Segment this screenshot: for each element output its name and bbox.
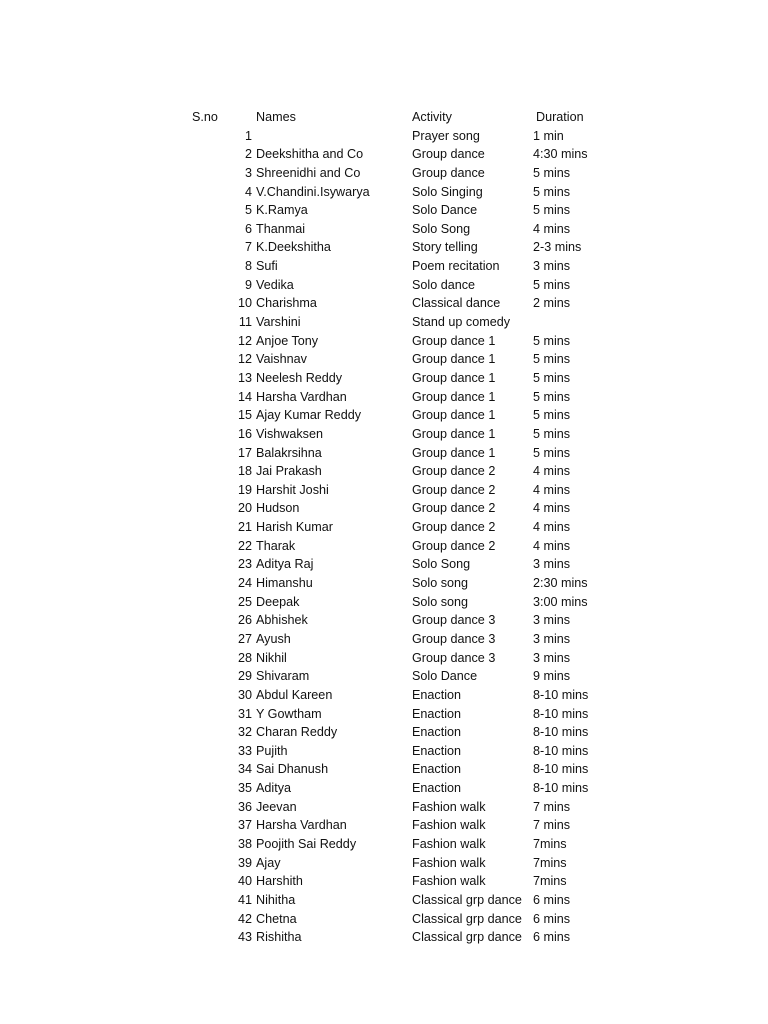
table-row [0, 276, 768, 295]
cell-sno: 12 [237, 352, 252, 367]
cell-name: Harsha Vardhan [256, 389, 347, 404]
cell-duration: 5 mins [533, 408, 571, 423]
cell-name: Sufi [256, 259, 278, 274]
cell-sno: 5 [244, 203, 252, 218]
cell-sno: 10 [237, 296, 252, 311]
cell-name: Poojith Sai Reddy [256, 836, 357, 851]
cell-name: Harshit Joshi [256, 482, 329, 497]
table-row [0, 686, 768, 705]
cell-activity: Group dance 1 [412, 408, 496, 423]
table-row [0, 406, 768, 425]
cell-activity: Fashion walk [412, 874, 486, 889]
cell-name: Vaishnav [256, 352, 307, 367]
table-row [0, 910, 768, 929]
cell-duration: 8-10 mins [533, 725, 589, 740]
cell-duration: 1 min [533, 128, 564, 143]
cell-activity: Solo Singing [412, 184, 483, 199]
header-names: Names [256, 110, 296, 124]
cell-sno: 17 [237, 445, 252, 460]
table-row [0, 779, 768, 798]
table-row [0, 593, 768, 612]
table-row [0, 574, 768, 593]
cell-activity: Group dance 3 [412, 631, 496, 646]
cell-name: Harish Kumar [256, 520, 333, 535]
table-header [0, 108, 768, 127]
cell-sno: 35 [237, 781, 252, 796]
cell-activity: Group dance 3 [412, 613, 496, 628]
cell-name: Jeevan [256, 799, 297, 814]
cell-duration: 4 mins [533, 464, 571, 479]
cell-sno: 20 [237, 501, 252, 516]
table-row [0, 369, 768, 388]
cell-sno: 6 [244, 221, 252, 236]
cell-sno: 29 [237, 669, 252, 684]
table-row [0, 835, 768, 854]
cell-name: Varshini [256, 315, 301, 330]
cell-name: V.Chandini.Isywarya [256, 184, 370, 199]
cell-activity: Enaction [412, 687, 462, 702]
table-row [0, 425, 768, 444]
cell-activity: Solo Dance [412, 669, 478, 684]
cell-duration: 7 mins [533, 799, 571, 814]
table-row [0, 220, 768, 239]
table-row [0, 891, 768, 910]
cell-sno: 2 [244, 147, 252, 162]
cell-activity: Fashion walk [412, 818, 486, 833]
cell-duration: 6 mins [533, 911, 571, 926]
cell-activity: Prayer song [412, 128, 480, 143]
cell-sno: 21 [237, 520, 252, 535]
cell-name: Y Gowtham [256, 706, 322, 721]
cell-duration: 4 mins [533, 520, 571, 535]
cell-sno: 43 [237, 930, 252, 945]
cell-activity: Fashion walk [412, 855, 486, 870]
table-row [0, 294, 768, 313]
cell-sno: 28 [237, 650, 252, 665]
cell-name: Vishwaksen [256, 426, 323, 441]
cell-sno: 40 [237, 874, 252, 889]
cell-sno: 37 [237, 818, 252, 833]
cell-activity: Group dance 2 [412, 501, 496, 516]
cell-activity: Group dance 2 [412, 538, 496, 553]
table-row [0, 145, 768, 164]
cell-sno: 7 [244, 240, 252, 255]
cell-sno: 27 [237, 631, 252, 646]
table-row [0, 183, 768, 202]
table-row [0, 742, 768, 761]
cell-activity: Solo Song [412, 221, 471, 236]
cell-duration: 7mins [533, 836, 567, 851]
table-row [0, 257, 768, 276]
cell-sno: 1 [244, 128, 252, 143]
cell-name: Neelesh Reddy [256, 370, 343, 385]
cell-activity: Classical grp dance [412, 892, 522, 907]
table-row [0, 649, 768, 668]
table-body [0, 127, 768, 947]
cell-duration: 3 mins [533, 650, 571, 665]
cell-activity: Group dance 1 [412, 333, 496, 348]
cell-activity: Fashion walk [412, 836, 486, 851]
table-row [0, 705, 768, 724]
cell-sno: 13 [237, 370, 252, 385]
cell-name: Nihitha [256, 892, 296, 907]
cell-duration: 8-10 mins [533, 762, 589, 777]
cell-duration: 7 mins [533, 818, 571, 833]
cell-sno: 42 [237, 911, 252, 926]
table-row [0, 611, 768, 630]
cell-name: Pujith [256, 743, 288, 758]
cell-activity: Group dance 2 [412, 464, 496, 479]
cell-duration: 5 mins [533, 370, 571, 385]
cell-duration: 3 mins [533, 613, 571, 628]
cell-duration: 7mins [533, 874, 567, 889]
cell-duration: 8-10 mins [533, 743, 589, 758]
cell-duration: 4 mins [533, 221, 571, 236]
table-row [0, 127, 768, 146]
cell-name: Abhishek [256, 613, 308, 628]
table-row [0, 816, 768, 835]
cell-activity: Classical grp dance [412, 911, 522, 926]
cell-sno: 23 [237, 557, 252, 572]
cell-duration: 5 mins [533, 277, 571, 292]
cell-activity: Poem recitation [412, 259, 500, 274]
cell-name: Charan Reddy [256, 725, 338, 740]
table-row [0, 350, 768, 369]
cell-activity: Enaction [412, 725, 462, 740]
cell-duration: 3 mins [533, 259, 571, 274]
table-row [0, 667, 768, 686]
table-row [0, 798, 768, 817]
cell-name: Aditya [256, 781, 292, 796]
cell-name: Himanshu [256, 576, 313, 591]
table-row [0, 444, 768, 463]
cell-sno: 11 [238, 315, 252, 330]
table-row [0, 481, 768, 500]
cell-name: Ajay Kumar Reddy [256, 408, 361, 423]
cell-name: Sai Dhanush [256, 762, 329, 777]
cell-duration: 9 mins [533, 669, 571, 684]
table-row [0, 537, 768, 556]
cell-duration: 4 mins [533, 501, 571, 516]
cell-duration: 8-10 mins [533, 687, 589, 702]
cell-name: Charishma [256, 296, 317, 311]
table-row [0, 630, 768, 649]
cell-sno: 9 [244, 277, 252, 292]
cell-activity: Solo Dance [412, 203, 478, 218]
cell-activity: Fashion walk [412, 799, 486, 814]
cell-duration: 4 mins [533, 538, 571, 553]
cell-duration: 8-10 mins [533, 781, 589, 796]
cell-name: Harshith [256, 874, 303, 889]
cell-duration: 5 mins [533, 165, 571, 180]
cell-activity: Group dance 1 [412, 426, 496, 441]
cell-sno: 16 [237, 426, 252, 441]
cell-activity: Group dance [412, 165, 485, 180]
cell-duration: 7mins [533, 855, 567, 870]
cell-duration: 5 mins [533, 426, 571, 441]
cell-duration: 5 mins [533, 352, 571, 367]
table-row [0, 872, 768, 891]
cell-duration: 6 mins [533, 930, 571, 945]
cell-duration: 6 mins [533, 892, 571, 907]
cell-name: Jai Prakash [256, 464, 322, 479]
cell-activity: Enaction [412, 743, 462, 758]
cell-name: K.Ramya [256, 203, 308, 218]
table-row [0, 518, 768, 537]
cell-activity: Story telling [412, 240, 478, 255]
cell-name: Aditya Raj [256, 557, 314, 572]
cell-activity: Group dance 2 [412, 482, 496, 497]
cell-sno: 22 [237, 538, 252, 553]
cell-name: Abdul Kareen [256, 687, 333, 702]
cell-activity: Solo song [412, 576, 469, 591]
program-table [0, 108, 768, 947]
cell-duration: 8-10 mins [533, 706, 589, 721]
cell-sno: 36 [237, 799, 252, 814]
cell-sno: 31 [237, 706, 252, 721]
cell-activity: Solo song [412, 594, 469, 609]
header-duration: Duration [536, 110, 584, 124]
cell-duration: 3 mins [533, 557, 571, 572]
table-row [0, 928, 768, 947]
table-row [0, 313, 768, 332]
cell-sno: 30 [237, 687, 252, 702]
cell-activity: Group dance [412, 147, 485, 162]
cell-sno: 39 [237, 855, 252, 870]
cell-name: Anjoe Tony [256, 333, 319, 348]
header-activity: Activity [412, 110, 452, 124]
cell-sno: 25 [237, 594, 252, 609]
cell-sno: 14 [237, 389, 252, 404]
cell-activity: Group dance 1 [412, 352, 496, 367]
cell-sno: 19 [237, 482, 252, 497]
cell-sno: 24 [237, 576, 252, 591]
cell-duration: 2 mins [533, 296, 571, 311]
cell-sno: 12 [237, 333, 252, 348]
cell-name: Nikhil [256, 650, 287, 665]
header-sno: S.no [192, 110, 218, 124]
cell-name: Thanmai [256, 221, 305, 236]
cell-name: Shivaram [256, 669, 310, 684]
cell-duration: 5 mins [533, 203, 571, 218]
cell-duration: 5 mins [533, 389, 571, 404]
cell-duration: 5 mins [533, 184, 571, 199]
cell-name: Hudson [256, 501, 300, 516]
cell-name: Deekshitha and Co [256, 147, 364, 162]
cell-duration: 5 mins [533, 333, 571, 348]
cell-name: Vedika [256, 277, 294, 292]
cell-activity: Group dance 2 [412, 520, 496, 535]
cell-activity: Group dance 1 [412, 370, 496, 385]
cell-sno: 33 [237, 743, 252, 758]
table-row [0, 332, 768, 351]
cell-sno: 15 [237, 408, 252, 423]
cell-name: Shreenidhi and Co [256, 165, 361, 180]
cell-duration: 3 mins [533, 631, 571, 646]
cell-sno: 8 [244, 259, 252, 274]
table-row [0, 201, 768, 220]
cell-activity: Group dance 1 [412, 389, 496, 404]
cell-activity: Enaction [412, 781, 462, 796]
cell-sno: 38 [237, 836, 252, 851]
cell-sno: 3 [244, 165, 252, 180]
table-row [0, 164, 768, 183]
cell-name: Ayush [256, 631, 291, 646]
cell-activity: Enaction [412, 706, 462, 721]
cell-activity: Classical grp dance [412, 930, 522, 945]
cell-activity: Group dance 3 [412, 650, 496, 665]
cell-name: K.Deekshitha [256, 240, 331, 255]
cell-duration: 4 mins [533, 482, 571, 497]
cell-duration: 3:00 mins [533, 594, 588, 609]
table-row [0, 462, 768, 481]
cell-duration: 2:30 mins [533, 576, 588, 591]
table-row [0, 499, 768, 518]
cell-sno: 18 [237, 464, 252, 479]
cell-activity: Group dance 1 [412, 445, 496, 460]
cell-name: Ajay [256, 855, 281, 870]
table-row [0, 854, 768, 873]
cell-sno: 32 [237, 725, 252, 740]
cell-sno: 4 [244, 184, 252, 199]
table-row [0, 388, 768, 407]
table-row [0, 760, 768, 779]
cell-activity: Enaction [412, 762, 462, 777]
cell-name: Deepak [256, 594, 300, 609]
cell-sno: 34 [237, 762, 252, 777]
table-row [0, 238, 768, 257]
cell-duration: 2-3 mins [533, 240, 582, 255]
cell-activity: Classical dance [412, 296, 501, 311]
cell-activity: Solo Song [412, 557, 471, 572]
cell-activity: Stand up comedy [412, 315, 511, 330]
cell-name: Tharak [256, 538, 296, 553]
cell-sno: 41 [237, 892, 252, 907]
cell-name: Balakrsihna [256, 445, 322, 460]
cell-sno: 26 [237, 613, 252, 628]
cell-name: Chetna [256, 911, 297, 926]
cell-name: Rishitha [256, 930, 302, 945]
cell-activity: Solo dance [412, 277, 476, 292]
cell-name: Harsha Vardhan [256, 818, 347, 833]
cell-duration: 5 mins [533, 445, 571, 460]
table-row [0, 555, 768, 574]
cell-duration: 4:30 mins [533, 147, 588, 162]
table-row [0, 723, 768, 742]
